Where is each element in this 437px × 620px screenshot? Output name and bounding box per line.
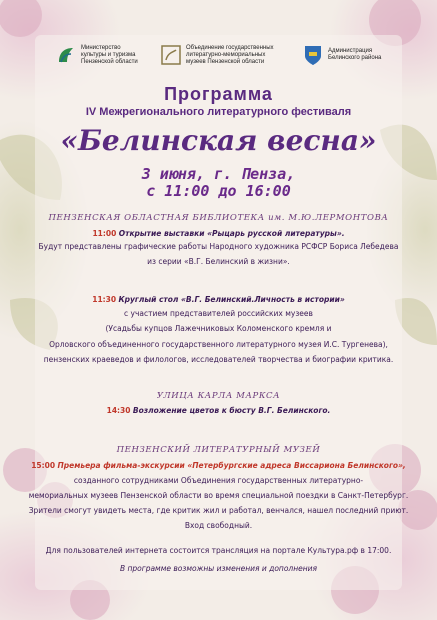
event-description-line: Будут представлены графические работы Народного художника РСФСР Бориса Лебедева bbox=[38, 242, 399, 251]
festival-name: «Белинская весна» bbox=[60, 124, 377, 157]
event-description-line: с участием представителей российских музеев bbox=[124, 309, 313, 318]
venue-street: УЛИЦА КАРЛА МАРКСА bbox=[156, 391, 281, 401]
event-line bbox=[0, 406, 437, 416]
event-description-line: из серии «В.Г. Белинский в жизни». bbox=[147, 257, 290, 266]
event-line bbox=[0, 229, 437, 239]
date-place bbox=[0, 166, 437, 200]
venue-library: ПЕНЗЕНСКАЯ ОБЛАСТНАЯ БИБЛИОТЕКА им. М.Ю.ЛЕРМОНТОВА bbox=[48, 213, 389, 223]
event-title: Открытие выставки «Рыцарь русской литературы». bbox=[118, 229, 345, 238]
festival-subtitle: IV Межрегионального литературного фестиваля bbox=[85, 106, 352, 118]
event-title: Возложение цветов к бюсту В.Г. Белинского. bbox=[132, 406, 331, 415]
belinsky-administration-logo-text: Администрация Белинского района bbox=[328, 48, 382, 61]
event-time: 11:30 bbox=[92, 295, 117, 304]
partner-logos bbox=[0, 44, 437, 84]
event-line bbox=[0, 295, 437, 305]
event-title: Премьера фильма-экскурсии «Петербургские адреса Виссариона Белинского», bbox=[57, 461, 406, 470]
venue-museum: ПЕНЗЕНСКИЙ ЛИТЕРАТУРНЫЙ МУЗЕЙ bbox=[116, 445, 321, 455]
event-description-line: созданного сотрудниками Объединения государственных литературно- bbox=[73, 476, 364, 485]
program-title: Программа bbox=[164, 84, 273, 104]
event-description-line: пензенских краеведов и филологов, исследователей творчества и биографии критика. bbox=[43, 355, 394, 364]
museums-union-emblem-icon bbox=[160, 44, 182, 66]
ministry-logo-text: Министерство культуры и туризма Пензенской области bbox=[81, 44, 138, 65]
event-description-line: Вход свободный. bbox=[184, 521, 253, 530]
event-time: 11:00 bbox=[92, 229, 117, 238]
broadcast-note: Для пользователей интернета состоится трансляция на портале Культура.рф в 17:00. bbox=[45, 546, 392, 555]
ministry-logo bbox=[55, 44, 138, 66]
ministry-culture-emblem-icon bbox=[55, 44, 77, 66]
date-line-1: 3 июня, г. Пенза, bbox=[141, 165, 296, 183]
event-description-line: Зрители смогут увидеть места, где критик жил и работал, венчался, нашел последний приют. bbox=[28, 506, 409, 515]
event-description-line: мемориальных музеев Пензенской области во время специальной поездки в Санкт-Петербург. bbox=[28, 491, 409, 500]
museums-union-logo bbox=[160, 44, 274, 66]
event-description-line: (Усадьбы купцов Лажечниковых Коломенского кремля и bbox=[105, 324, 332, 333]
date-line-2: с 11:00 до 16:00 bbox=[146, 182, 291, 200]
belinsky-district-coat-of-arms-icon bbox=[302, 44, 324, 66]
event-title: Круглый стол «В.Г. Белинский.Личность в истории» bbox=[118, 295, 345, 304]
belinsky-administration-logo bbox=[302, 44, 381, 66]
event-time: 15:00 bbox=[31, 461, 56, 470]
event-time: 14:30 bbox=[106, 406, 131, 415]
event-description-line: Орловского объединенного государственного литературного музея И.С. Тургенева), bbox=[49, 340, 388, 349]
event-line bbox=[0, 461, 437, 471]
changes-note: В программе возможны изменения и дополнения bbox=[119, 564, 318, 573]
museums-union-logo-text: Объединение государственных литературно-мемориальных музеев Пензенской области bbox=[186, 44, 274, 65]
